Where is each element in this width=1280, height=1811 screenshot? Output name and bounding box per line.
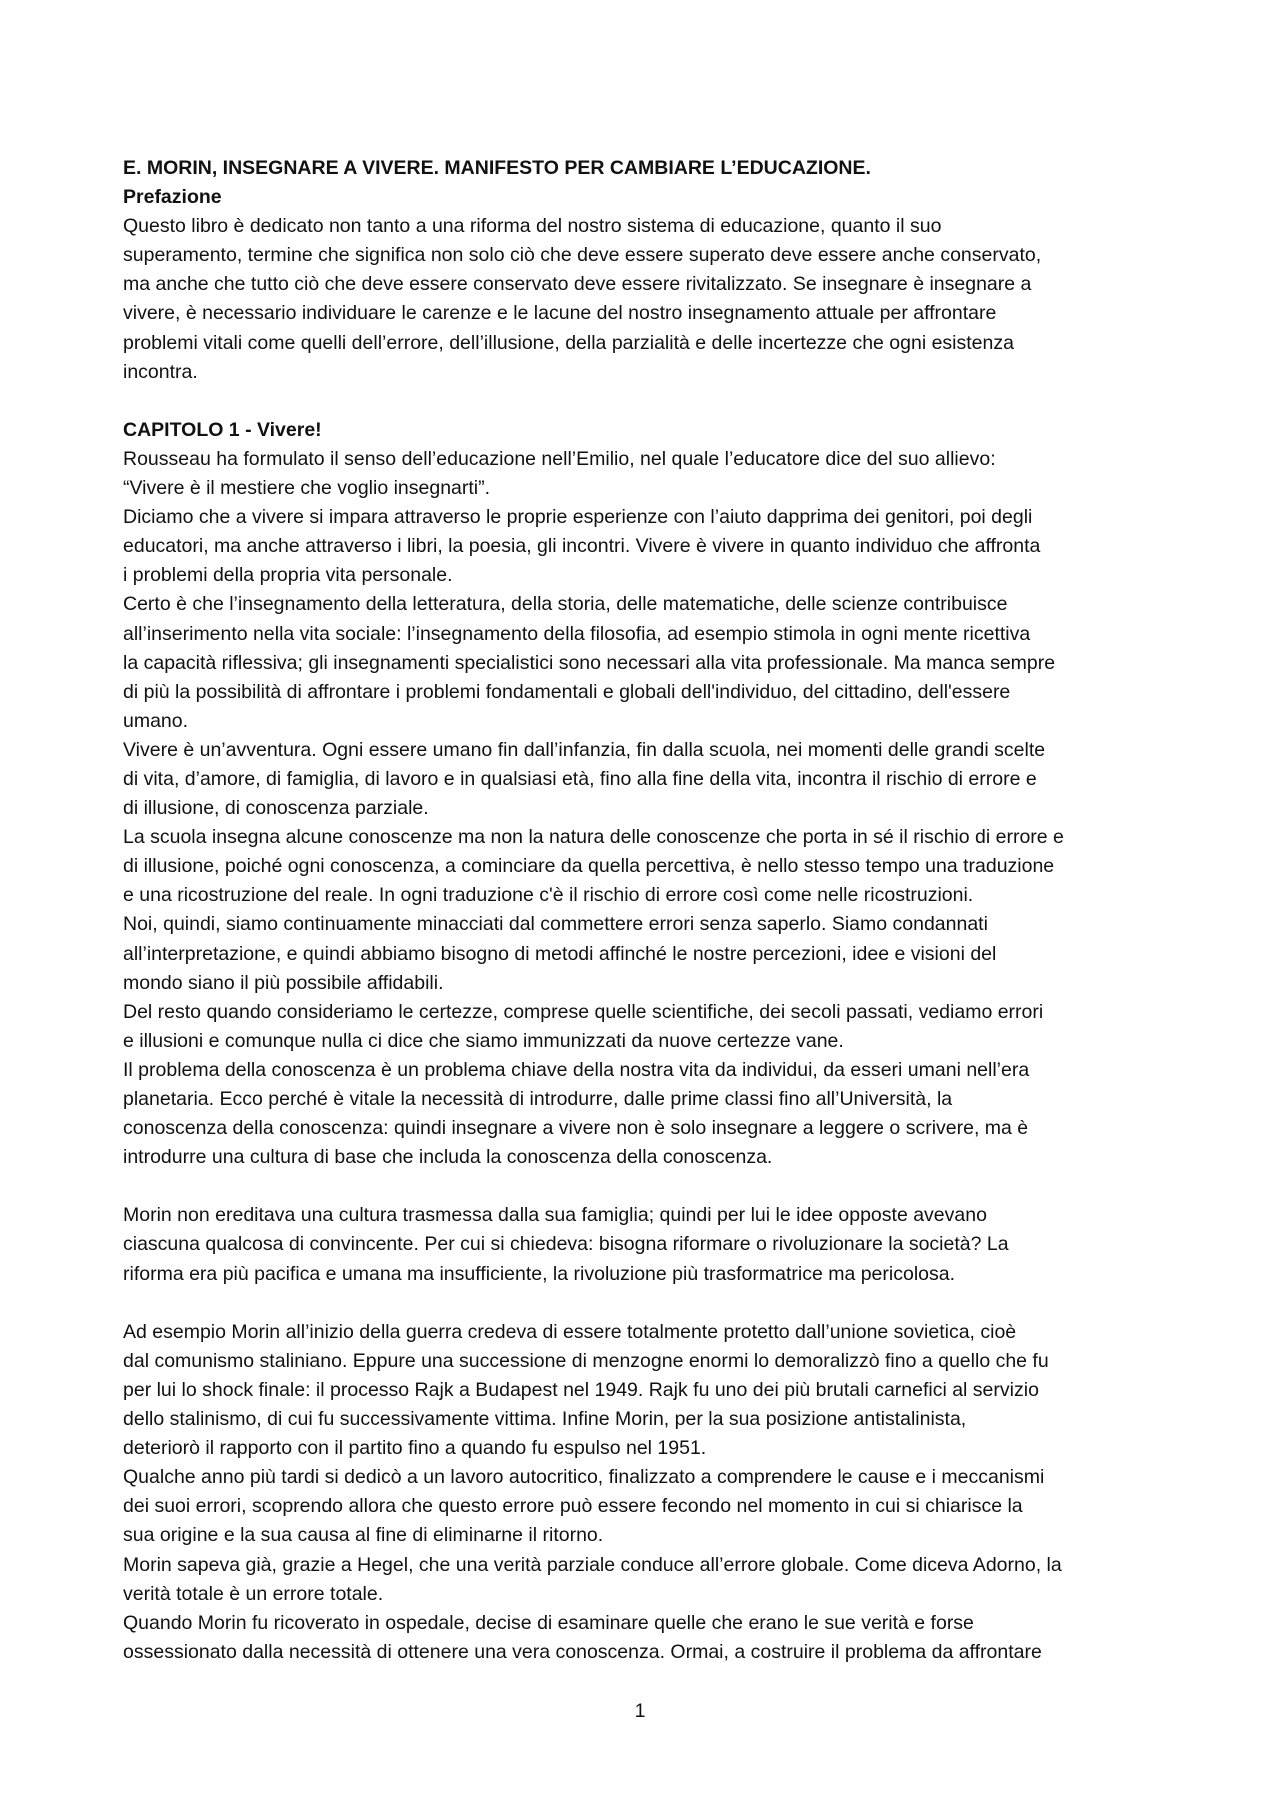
text-line: educatori, ma anche attraverso i libri, la poesia, gli incontri. Vivere è vivere in quanto individuo che affronta bbox=[123, 535, 1041, 558]
paragraph-morin-war bbox=[123, 1318, 1168, 1667]
text-line: Il problema della conoscenza è un problema chiave della nostra vita da individui, da esseri umani nell’era bbox=[123, 1058, 1030, 1081]
text-line: La scuola insegna alcune conoscenze ma non la natura delle conoscenze che porta in sé il rischio di errore e bbox=[123, 826, 1064, 849]
text-line: di illusione, di conoscenza parziale. bbox=[123, 797, 429, 820]
text-line: Noi, quindi, siamo continuamente minacciati dal commettere errori senza saperlo. Siamo condannati bbox=[123, 913, 988, 936]
text-line: la capacità riflessiva; gli insegnamenti specialistici sono necessari alla vita professionale. Ma manca sempre bbox=[123, 651, 1056, 674]
blank-line bbox=[123, 1289, 1168, 1318]
preface-heading: Prefazione bbox=[123, 186, 222, 209]
text-line: dei suoi errori, scoprendo allora che questo errore può essere fecondo nel momento in cui si chiarisce la bbox=[123, 1495, 1023, 1518]
text-line: dal comunismo staliniano. Eppure una successione di menzogne enormi lo demoralizzò fino a quello che fu bbox=[123, 1349, 1049, 1372]
text-line: conoscenza della conoscenza: quindi insegnare a vivere non è solo insegnare a leggere o scrivere, ma è bbox=[123, 1117, 1029, 1140]
text-line: e una ricostruzione del reale. In ogni traduzione c'è il rischio di errore così come nelle ricostruzioni. bbox=[123, 884, 974, 907]
text-line: Questo libro è dedicato non tanto a una riforma del nostro sistema di educazione, quanto il suo bbox=[123, 215, 942, 238]
text-line: e illusioni e comunque nulla ci dice che siamo immunizzati da nuove certezze vane. bbox=[123, 1029, 844, 1052]
text-line: umano. bbox=[123, 709, 189, 732]
page-number: 1 bbox=[634, 1700, 646, 1722]
text-line: di più la possibilità di affrontare i problemi fondamentali e globali dell'individuo, del cittadino, dell'essere bbox=[123, 680, 1011, 703]
page-content bbox=[123, 154, 1168, 1667]
text-line: dello stalinismo, di cui fu successivamente vittima. Infine Morin, per la sua posizione antistalinista, bbox=[123, 1408, 967, 1431]
text-line: introdurre una cultura di base che includa la conoscenza della conoscenza. bbox=[123, 1146, 773, 1169]
text-line: riforma era più pacifica e umana ma insufficiente, la rivoluzione più trasformatrice ma pericolosa. bbox=[123, 1262, 956, 1285]
preface-paragraph bbox=[123, 212, 1168, 387]
text-line: Qualche anno più tardi si dedicò a un lavoro autocritico, finalizzato a comprendere le cause e i meccanismi bbox=[123, 1466, 1045, 1489]
blank-line bbox=[123, 387, 1168, 416]
text-line: Morin sapeva già, grazie a Hegel, che una verità parziale conduce all’errore globale. Come diceva Adorno, la bbox=[123, 1553, 1062, 1576]
paragraph-reform-revolution bbox=[123, 1201, 1168, 1288]
text-line: i problemi della propria vita personale. bbox=[123, 564, 453, 587]
text-line: di vita, d’amore, di famiglia, di lavoro e in qualsiasi età, fino alla fine della vita, incontra il rischio di errore e bbox=[123, 767, 1037, 790]
text-line: Rousseau ha formulato il senso dell’educazione nell’Emilio, nel quale l’educatore dice del suo allievo: bbox=[123, 447, 996, 470]
text-line: ossessionato dalla necessità di ottenere una vera conoscenza. Ormai, a costruire il problema da affrontare bbox=[123, 1640, 1042, 1663]
text-line: verità totale è un errore totale. bbox=[123, 1582, 384, 1605]
text-line: “Vivere è il mestiere che voglio insegnarti”. bbox=[123, 477, 491, 500]
text-line: di illusione, poiché ogni conoscenza, a cominciare da quella percettiva, è nello stesso tempo una traduzione bbox=[123, 855, 1055, 878]
document-title: E. MORIN, INSEGNARE A VIVERE. MANIFESTO PER CAMBIARE L’EDUCAZIONE. bbox=[123, 157, 871, 179]
text-line: ciascuna qualcosa di convincente. Per cui si chiedeva: bisogna riformare o rivoluzionare la società? La bbox=[123, 1233, 1009, 1256]
text-line: Certo è che l’insegnamento della letteratura, della storia, delle matematiche, delle scienze contribuisce bbox=[123, 593, 1008, 616]
text-line: Del resto quando consideriamo le certezze, comprese quelle scientifiche, dei secoli passati, vediamo errori bbox=[123, 1000, 1044, 1023]
text-line: problemi vitali come quelli dell’errore, dell’illusione, della parzialità e delle incertezze che ogni esistenza bbox=[123, 331, 1014, 354]
text-line: Quando Morin fu ricoverato in ospedale, decise di esaminare quelle che erano le sue verità e forse bbox=[123, 1611, 974, 1634]
text-line: mondo siano il più possibile affidabili. bbox=[123, 971, 444, 994]
text-line: vivere, è necessario individuare le carenze e le lacune del nostro insegnamento attuale per affrontare bbox=[123, 302, 997, 325]
text-line: per lui lo shock finale: il processo Rajk a Budapest nel 1949. Rajk fu uno dei più brutali carnefici al servizio bbox=[123, 1378, 1039, 1401]
blank-line bbox=[123, 1172, 1168, 1201]
text-line: Ad esempio Morin all’inizio della guerra credeva di essere totalmente protetto dall’unione sovietica, cioè bbox=[123, 1320, 1017, 1343]
text-line: Morin non ereditava una cultura trasmessa dalla sua famiglia; quindi per lui le idee opposte avevano bbox=[123, 1204, 987, 1227]
chapter-1-heading: CAPITOLO 1 - Vivere! bbox=[123, 418, 322, 441]
text-line: all’inserimento nella vita sociale: l’insegnamento della filosofia, ad esempio stimola in ogni mente ricettiva bbox=[123, 622, 1031, 645]
text-line: deteriorò il rapporto con il partito fino a quando fu espulso nel 1951. bbox=[123, 1437, 707, 1460]
text-line: Diciamo che a vivere si impara attraverso le proprie esperienze con l’aiuto dapprima dei genitori, poi degli bbox=[123, 506, 1033, 529]
text-line: Vivere è un’avventura. Ogni essere umano fin dall’infanzia, fin dalla scuola, nei momenti delle grandi scelte bbox=[123, 738, 1046, 761]
text-line: superamento, termine che significa non solo ciò che deve essere superato deve essere anche conservato, bbox=[123, 244, 1042, 267]
chapter-1-body bbox=[123, 445, 1168, 1172]
text-line: planetaria. Ecco perché è vitale la necessità di introdurre, dalle prime classi fino all’Università, la bbox=[123, 1088, 953, 1110]
text-line: all’interpretazione, e quindi abbiamo bisogno di metodi affinché le nostre percezioni, idee e visioni del bbox=[123, 942, 997, 965]
text-line: incontra. bbox=[123, 360, 198, 383]
text-line: ma anche che tutto ciò che deve essere conservato deve essere rivitalizzato. Se insegnare è insegnare a bbox=[123, 273, 1032, 296]
text-line: sua origine e la sua causa al fine di eliminarne il ritorno. bbox=[123, 1524, 604, 1547]
